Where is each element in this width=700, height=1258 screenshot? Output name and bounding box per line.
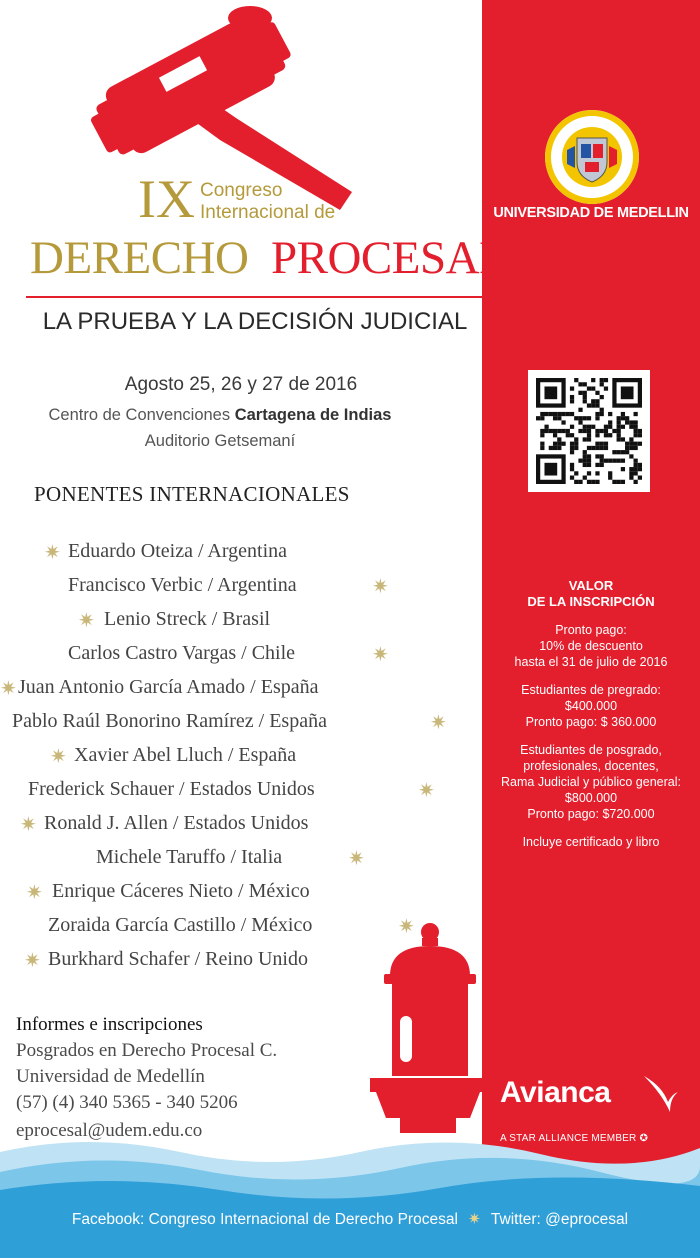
gavel-illustration: [40, 0, 360, 210]
general-label-3: Rama Judicial y público general:: [501, 775, 681, 789]
star-bullet-icon: ✷: [372, 642, 389, 666]
contact-department: Posgrados en Derecho Procesal C.: [16, 1040, 278, 1061]
title-line-internacional: Internacional de: [200, 202, 336, 223]
title-word-derecho: DERECHO: [30, 232, 249, 284]
speaker-item: [0, 740, 482, 774]
ponentes-heading: PONENTES INTERNACIONALES: [34, 482, 350, 506]
early-payment-discount: 10% de descuento: [539, 639, 643, 653]
undergraduate-early-price: Pronto pago: $ 360.000: [525, 715, 657, 729]
speaker-name: Michele Taruffo / Italia: [96, 846, 283, 868]
general-fee: [482, 742, 700, 822]
speaker-item: [0, 536, 482, 570]
general-label-2: profesionales, docentes,: [523, 759, 659, 773]
speaker-item: [0, 604, 482, 638]
watchtower-illustration: [370, 918, 500, 1133]
speaker-name: Carlos Castro Vargas / Chile: [68, 642, 296, 664]
speaker-item: [0, 842, 482, 876]
undergraduate-fee: [482, 682, 700, 730]
avianca-bird-icon: [640, 1072, 680, 1116]
title-line-congreso: Congreso: [200, 180, 283, 201]
wave-footer-band: [0, 1132, 700, 1258]
speaker-item: [0, 808, 482, 842]
contact-info: [16, 1012, 277, 1144]
general-early-price: Pronto pago: $720.000: [527, 807, 655, 821]
speaker-name: Pablo Raúl Bonorino Ramírez / España: [12, 710, 327, 732]
speaker-name: Xavier Abel Lluch / España: [74, 744, 297, 766]
fee-includes: Incluye certificado y libro: [522, 835, 660, 849]
speaker-item: [0, 706, 482, 740]
speaker-name: Zoraida García Castillo / México: [48, 914, 313, 936]
undergraduate-price: $400.000: [564, 699, 618, 713]
registration-fees: [482, 578, 700, 862]
undergraduate-label: Estudiantes de pregrado:: [521, 683, 661, 697]
star-bullet-icon: ✷: [20, 812, 37, 836]
avianca-logo-text: Avianca: [500, 1076, 611, 1109]
university-name: UNIVERSIDAD DE MEDELLIN: [493, 205, 689, 221]
contact-email[interactable]: eprocesal@udem.edu.co: [16, 1120, 203, 1141]
event-date: Agosto 25, 26 y 27 de 2016: [124, 374, 358, 395]
speaker-item: [0, 774, 482, 808]
star-bullet-icon: ✷: [348, 846, 365, 870]
speaker-name: Burkhard Schafer / Reino Unido: [48, 948, 308, 970]
event-venue: [0, 406, 440, 425]
star-bullet-icon: ✷: [430, 710, 447, 734]
star-bullet-icon: ✷: [26, 880, 43, 904]
speaker-name: Francisco Verbic / Argentina: [68, 574, 297, 596]
star-bullet-icon: ✷: [372, 574, 389, 598]
speaker-name: Frederick Schauer / Estados Unidos: [28, 778, 315, 800]
star-bullet-icon: ✷: [50, 744, 67, 768]
speaker-name: Ronald J. Allen / Estados Unidos: [44, 812, 309, 834]
edition-numeral: IX: [138, 169, 195, 229]
speaker-item: [0, 638, 482, 672]
contact-university: Universidad de Medellín: [16, 1066, 205, 1087]
title-word-procesal: PROCESAL: [271, 232, 508, 284]
early-payment-deadline: hasta el 31 de julio de 2016: [514, 655, 668, 669]
venue-city: Cartagena de Indias: [234, 406, 392, 424]
speaker-name: Enrique Cáceres Nieto / México: [52, 880, 310, 902]
speaker-name: Lenio Streck / Brasil: [104, 608, 271, 630]
star-bullet-icon: ✷: [398, 914, 415, 938]
star-bullet-icon: ✷: [418, 778, 435, 802]
fees-title-line1: VALOR: [568, 578, 614, 593]
early-payment-note: [482, 622, 700, 670]
general-price: $800.000: [564, 791, 618, 805]
speaker-item: [0, 876, 482, 910]
speaker-name: Eduardo Oteiza / Argentina: [68, 540, 288, 562]
congress-subtitle: LA PRUEBA Y LA DECISIÓN JUDICIAL: [42, 308, 468, 335]
facebook-link[interactable]: Facebook: Congreso Internacional de Derecho Procesal: [71, 1211, 458, 1228]
speaker-item: [0, 672, 482, 706]
venue-prefix: Centro de Convenciones: [48, 406, 235, 424]
star-bullet-icon: ✷: [24, 948, 41, 972]
twitter-link[interactable]: Twitter: @eprocesal: [490, 1211, 629, 1228]
footer-social: [0, 1210, 700, 1229]
contact-phone: (57) (4) 340 5365 - 340 5206: [16, 1092, 238, 1113]
contact-title: Informes e inscripciones: [16, 1014, 203, 1035]
fees-title-line2: DE LA INSCRIPCIÓN: [527, 594, 655, 609]
qr-code-icon: [536, 378, 642, 484]
event-auditorium: Auditorio Getsemaní: [144, 432, 296, 450]
qr-code[interactable]: [528, 370, 650, 492]
star-bullet-icon: ✷: [44, 540, 61, 564]
star-alliance-icon: ✪: [639, 1133, 649, 1144]
star-bullet-icon: ✷: [78, 608, 95, 632]
title-divider: [26, 296, 482, 298]
star-bullet-icon: ✷: [0, 676, 17, 700]
speaker-name: Juan Antonio García Amado / España: [18, 676, 319, 698]
general-label-1: Estudiantes de posgrado,: [520, 743, 662, 757]
star-alliance-text: A STAR ALLIANCE MEMBER: [500, 1133, 637, 1144]
speaker-item: [0, 570, 482, 604]
footer-separator-star: ✷: [467, 1210, 481, 1228]
early-payment-label: Pronto pago:: [555, 623, 627, 637]
university-seal-icon: [545, 110, 639, 204]
